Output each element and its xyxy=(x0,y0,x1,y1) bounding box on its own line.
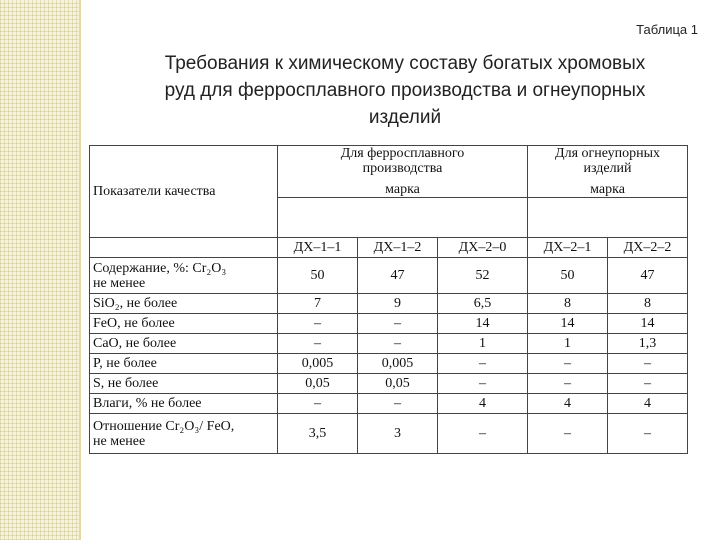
grade-header: ДХ–2–2 xyxy=(608,238,688,258)
table-row xyxy=(90,258,688,294)
refractory-group-line-1: Для огнеупорных xyxy=(555,146,660,161)
grade-header: ДХ–1–1 xyxy=(278,238,358,258)
decorative-side-divider xyxy=(79,0,81,540)
grade-header: ДХ–2–0 xyxy=(438,238,528,258)
table-cell: 3,5 xyxy=(278,414,358,454)
table-cell: – xyxy=(438,414,528,454)
table-cell: 14 xyxy=(528,314,608,334)
grade-header-blank xyxy=(90,238,278,258)
requirements-table-image xyxy=(89,145,687,447)
row-label: P, не более xyxy=(90,354,278,374)
table-cell: 52 xyxy=(438,258,528,294)
table-cell: – xyxy=(358,314,438,334)
table-cell: 3 xyxy=(358,414,438,454)
table-cell: 8 xyxy=(608,294,688,314)
requirements-table xyxy=(89,145,688,454)
table-row xyxy=(90,394,688,414)
table-cell: 0,005 xyxy=(278,354,358,374)
table-number-label: Таблица 1 xyxy=(636,22,698,37)
table-cell: 4 xyxy=(608,394,688,414)
table-cell: – xyxy=(278,394,358,414)
table-cell: 7 xyxy=(278,294,358,314)
table-cell: – xyxy=(528,414,608,454)
ferroalloy-group-line-1: Для ферросплавного xyxy=(340,146,465,161)
row-label: CaO, не более xyxy=(90,334,278,354)
table-cell: 4 xyxy=(438,394,528,414)
row-label: Влаги, % не более xyxy=(90,394,278,414)
row-label-line-2: не менее xyxy=(93,275,146,291)
row-label-line-1: Содержание, %: Cr₂O₃ xyxy=(93,260,227,276)
grade-header: ДХ–2–1 xyxy=(528,238,608,258)
grade-header: ДХ–1–2 xyxy=(358,238,438,258)
table-row xyxy=(90,354,688,374)
table-cell: 0,05 xyxy=(278,374,358,394)
ferroalloy-grade-label: марка xyxy=(385,182,420,197)
table-row xyxy=(90,334,688,354)
table-cell: – xyxy=(278,314,358,334)
table-cell: – xyxy=(438,374,528,394)
refractory-group-line-2: изделий xyxy=(583,161,632,176)
table-cell: – xyxy=(608,354,688,374)
table-cell: – xyxy=(528,374,608,394)
row-label xyxy=(90,414,278,454)
table-cell: 4 xyxy=(528,394,608,414)
table-cell: 8 xyxy=(528,294,608,314)
table-row xyxy=(90,294,688,314)
table-cell: – xyxy=(358,394,438,414)
slide-title xyxy=(100,50,710,131)
row-label: S, не более xyxy=(90,374,278,394)
table-cell: – xyxy=(278,334,358,354)
table-cell: 1 xyxy=(528,334,608,354)
table-cell: 0,005 xyxy=(358,354,438,374)
table-cell: 9 xyxy=(358,294,438,314)
table-cell: 50 xyxy=(528,258,608,294)
table-cell: 14 xyxy=(438,314,528,334)
ferroalloy-group-line-2: производства xyxy=(362,161,443,176)
table-cell: – xyxy=(608,374,688,394)
refractory-grade-label: марка xyxy=(590,182,625,197)
table-cell: – xyxy=(608,414,688,454)
table-cell: – xyxy=(358,334,438,354)
title-line-1: Требования к химическому составу богатых хромовых xyxy=(164,53,646,74)
table-cell: 1 xyxy=(438,334,528,354)
title-line-2: руд для ферросплавного производства и огнеупорных xyxy=(164,80,646,101)
table-cell: – xyxy=(528,354,608,374)
table-row xyxy=(90,414,688,454)
refractory-header-spacer xyxy=(528,198,688,238)
table-cell: 0,05 xyxy=(358,374,438,394)
grade-header-row xyxy=(90,238,688,258)
table-cell: 50 xyxy=(278,258,358,294)
quality-indicators-header: Показатели качества xyxy=(90,146,278,238)
row-label: FeO, не более xyxy=(90,314,278,334)
table-cell: 47 xyxy=(358,258,438,294)
title-line-3: изделий xyxy=(368,107,442,128)
row-label-line-1: Отношение Cr₂O₃/ FeO, xyxy=(93,418,235,434)
row-label xyxy=(90,258,278,294)
table-cell: 6,5 xyxy=(438,294,528,314)
refractory-group-header xyxy=(528,146,688,198)
table-row xyxy=(90,374,688,394)
decorative-side-pattern xyxy=(0,0,80,540)
row-label-line-2: не менее xyxy=(93,433,146,449)
table-cell: – xyxy=(438,354,528,374)
table-cell: 1,3 xyxy=(608,334,688,354)
ferroalloy-group-header xyxy=(278,146,528,198)
ferroalloy-header-spacer xyxy=(278,198,528,238)
table-row xyxy=(90,314,688,334)
table-cell: 14 xyxy=(608,314,688,334)
table-cell: 47 xyxy=(608,258,688,294)
row-label: SiO₂, не более xyxy=(90,294,278,314)
